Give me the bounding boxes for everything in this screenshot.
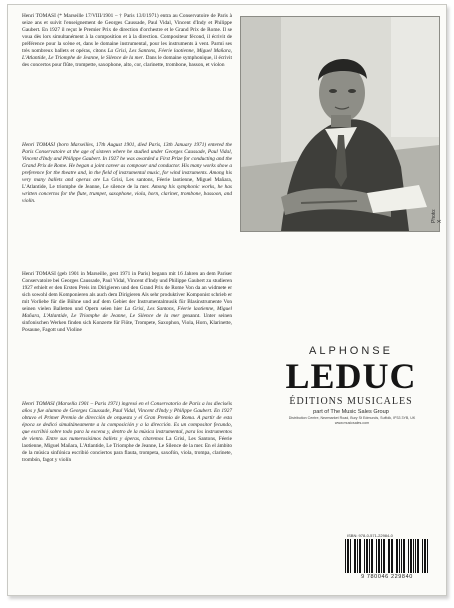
biography-english xyxy=(22,142,232,205)
bio-en-works: La Grisi, Les santons, Féerie laotienne, Miguel Mañara, L'Atlantide, Le triomphe de Jeanne, Le silence de la mer xyxy=(22,177,232,190)
publisher-line-2: LEDUC xyxy=(285,356,417,396)
bio-de-text-2: genannt. Unter seinen sinfonischen Werken finden sich Konzerte für Flöte, Trompete, Saxophon, Viola, Horn, Klarinette, Posaune, Fagott und Violine xyxy=(22,313,232,333)
biography-german xyxy=(22,271,232,334)
back-cover-page xyxy=(7,4,447,596)
bio-de-text-1: Henri TOMASI (geb 1901 in Marseille, gest 1971 in Paris) begann mit 16 Jahren an dem Pariser Conservatoire bei Georges Caussade, Paul Vidal, Vincent d'Indy und Philippe Gaubert zu studieren 1927 erhielt er den Ersten Preis im Dirigieren und den Grand Prix de Rome Von da an widmete er sich sowohl dem Komponieren als auch dem Dirigieren Als sehr produktiver Komponist schrieb er mit Vorliebe für die Bühne und auf dem Gebiet der Instrumentalmusik für Blasinstrumente Von seinen vielen Balletten und Opern seien hier xyxy=(22,271,232,312)
bio-es-text-2: La Grisi, Les Santons, Féerie laotienne, Miguel Mañara, L'Atlantide, Le Triomphe de Jeanne, Le Silence de la mer. En el ámbito de la música sinfónica escribió conciertos para flauta, trompeta, saxofón, viola, trompa, clarinete, trombón, fagot y violín xyxy=(22,436,233,463)
isbn-label: ISBN: 978-0-571-22984-0 xyxy=(347,533,393,538)
photo-credit: Photo: X xyxy=(431,208,443,223)
barcode-bars xyxy=(345,539,429,573)
publisher-line-4: part of The Music Sales Group xyxy=(313,409,389,415)
biography-french xyxy=(22,13,232,69)
portrait-illustration xyxy=(241,17,439,231)
publisher-address-block xyxy=(268,416,436,426)
publisher-distribution-address: Distribution Centre, Newmarket Road, Bury St Edmunds, Suffolk, IP33 3YB, UK xyxy=(288,416,416,420)
publisher-logo xyxy=(266,345,436,415)
publisher-line-3: ÉDITIONS MUSICALES xyxy=(289,396,413,407)
barcode xyxy=(345,539,429,583)
composer-portrait-photo xyxy=(240,16,440,232)
barcode-number: 9 780046 229840 xyxy=(361,574,413,580)
biography-spanish xyxy=(22,401,232,464)
publisher-line-1: ALPHONSE xyxy=(309,345,393,357)
bio-fr-works: La Grisi, Les Santons, Féerie laotienne, Miguel Mañara, L'Atlantide, Le Triomphe de Jeanne, le Silence de la mer xyxy=(22,48,232,61)
bio-es-text-1: Henri TOMASI (Marsella 1901 – Paris 1971) ingresó en el Conservatorio de Paris a los dieciséis años y fue alumno de Georges Caussade, Paul Vidal, Vincent d'Indy y Philippe Gaubert. En 1927 obtuvo el Primer Premio de dirección de orquesta y el Gran Premio de Roma. A partir de esta época se dedicó simultáneamente a la composición y a la dirección. Es un compositor fecundo, que escribió sobre todo para la escena y, dentro de la música instrumental, para los instrumentos de viento. Entre sus numerosísimos ballets y óperas, citaremos xyxy=(22,401,232,442)
bio-fr-text-1: Henri TOMASI (* Marseille 17/VIII/1901 – † Paris 13/I/1971) entra au Conservatoire de Paris à seize ans et suivit l'enseignement de Georges Caussade, Paul Vidal, Vincent d'Indy et Philippe Gaubert. En 1927 il reçut le Premier Prix de direction d'orchestre et le Grand Prix de Rome. Il se voua dès lors simultanément à la composition et à la direction. Compositeur fécond, il écrivit de préférence pour la scène et, dans le domaine instrumental, pour les instruments à vent. Parmi ses très nombreux ballets et opéras, citons xyxy=(22,13,232,54)
bio-de-works: La Grisi, Les Santons, Féerie laotienne, Miguel Mañara, L'Atlantide, Le Triomphe de Jeanne, Le Silence de la mer xyxy=(22,306,232,319)
publisher-website: www.musicsales.com xyxy=(334,421,370,425)
bio-en-text-2: . Among his symphonic works, he has written concertos for the flute, trumpet, saxophone, viola, horn, clarinet, trombone, bassoon, and violin. xyxy=(22,184,232,204)
bio-en-text-1: (born Marseilles, 17th August 1901, died Paris, 13th January 1971) entered the Paris Conservatoire at the age of sixteen where he studied under Georges Caussade, Paul Vidal, Vincent d'Indy and Philippe Gaubert. In 1927 he was awarded a First Prize for conducting and the Grand Prix de Rome. He began a joint career as composer and conductor. His many works show a preference for the theatre and, in the field of instrumental music, for wind instruments. Among his very many ballets and operas are xyxy=(22,142,232,183)
bio-en-name: Henri TOMASI xyxy=(22,142,55,148)
bio-fr-text-2: . Dans le domaine symphonique, il écrivit des concertos pour flûte, trompette, saxophone, alto, cor, clarinette, trombone, basson, et violon xyxy=(22,55,232,68)
